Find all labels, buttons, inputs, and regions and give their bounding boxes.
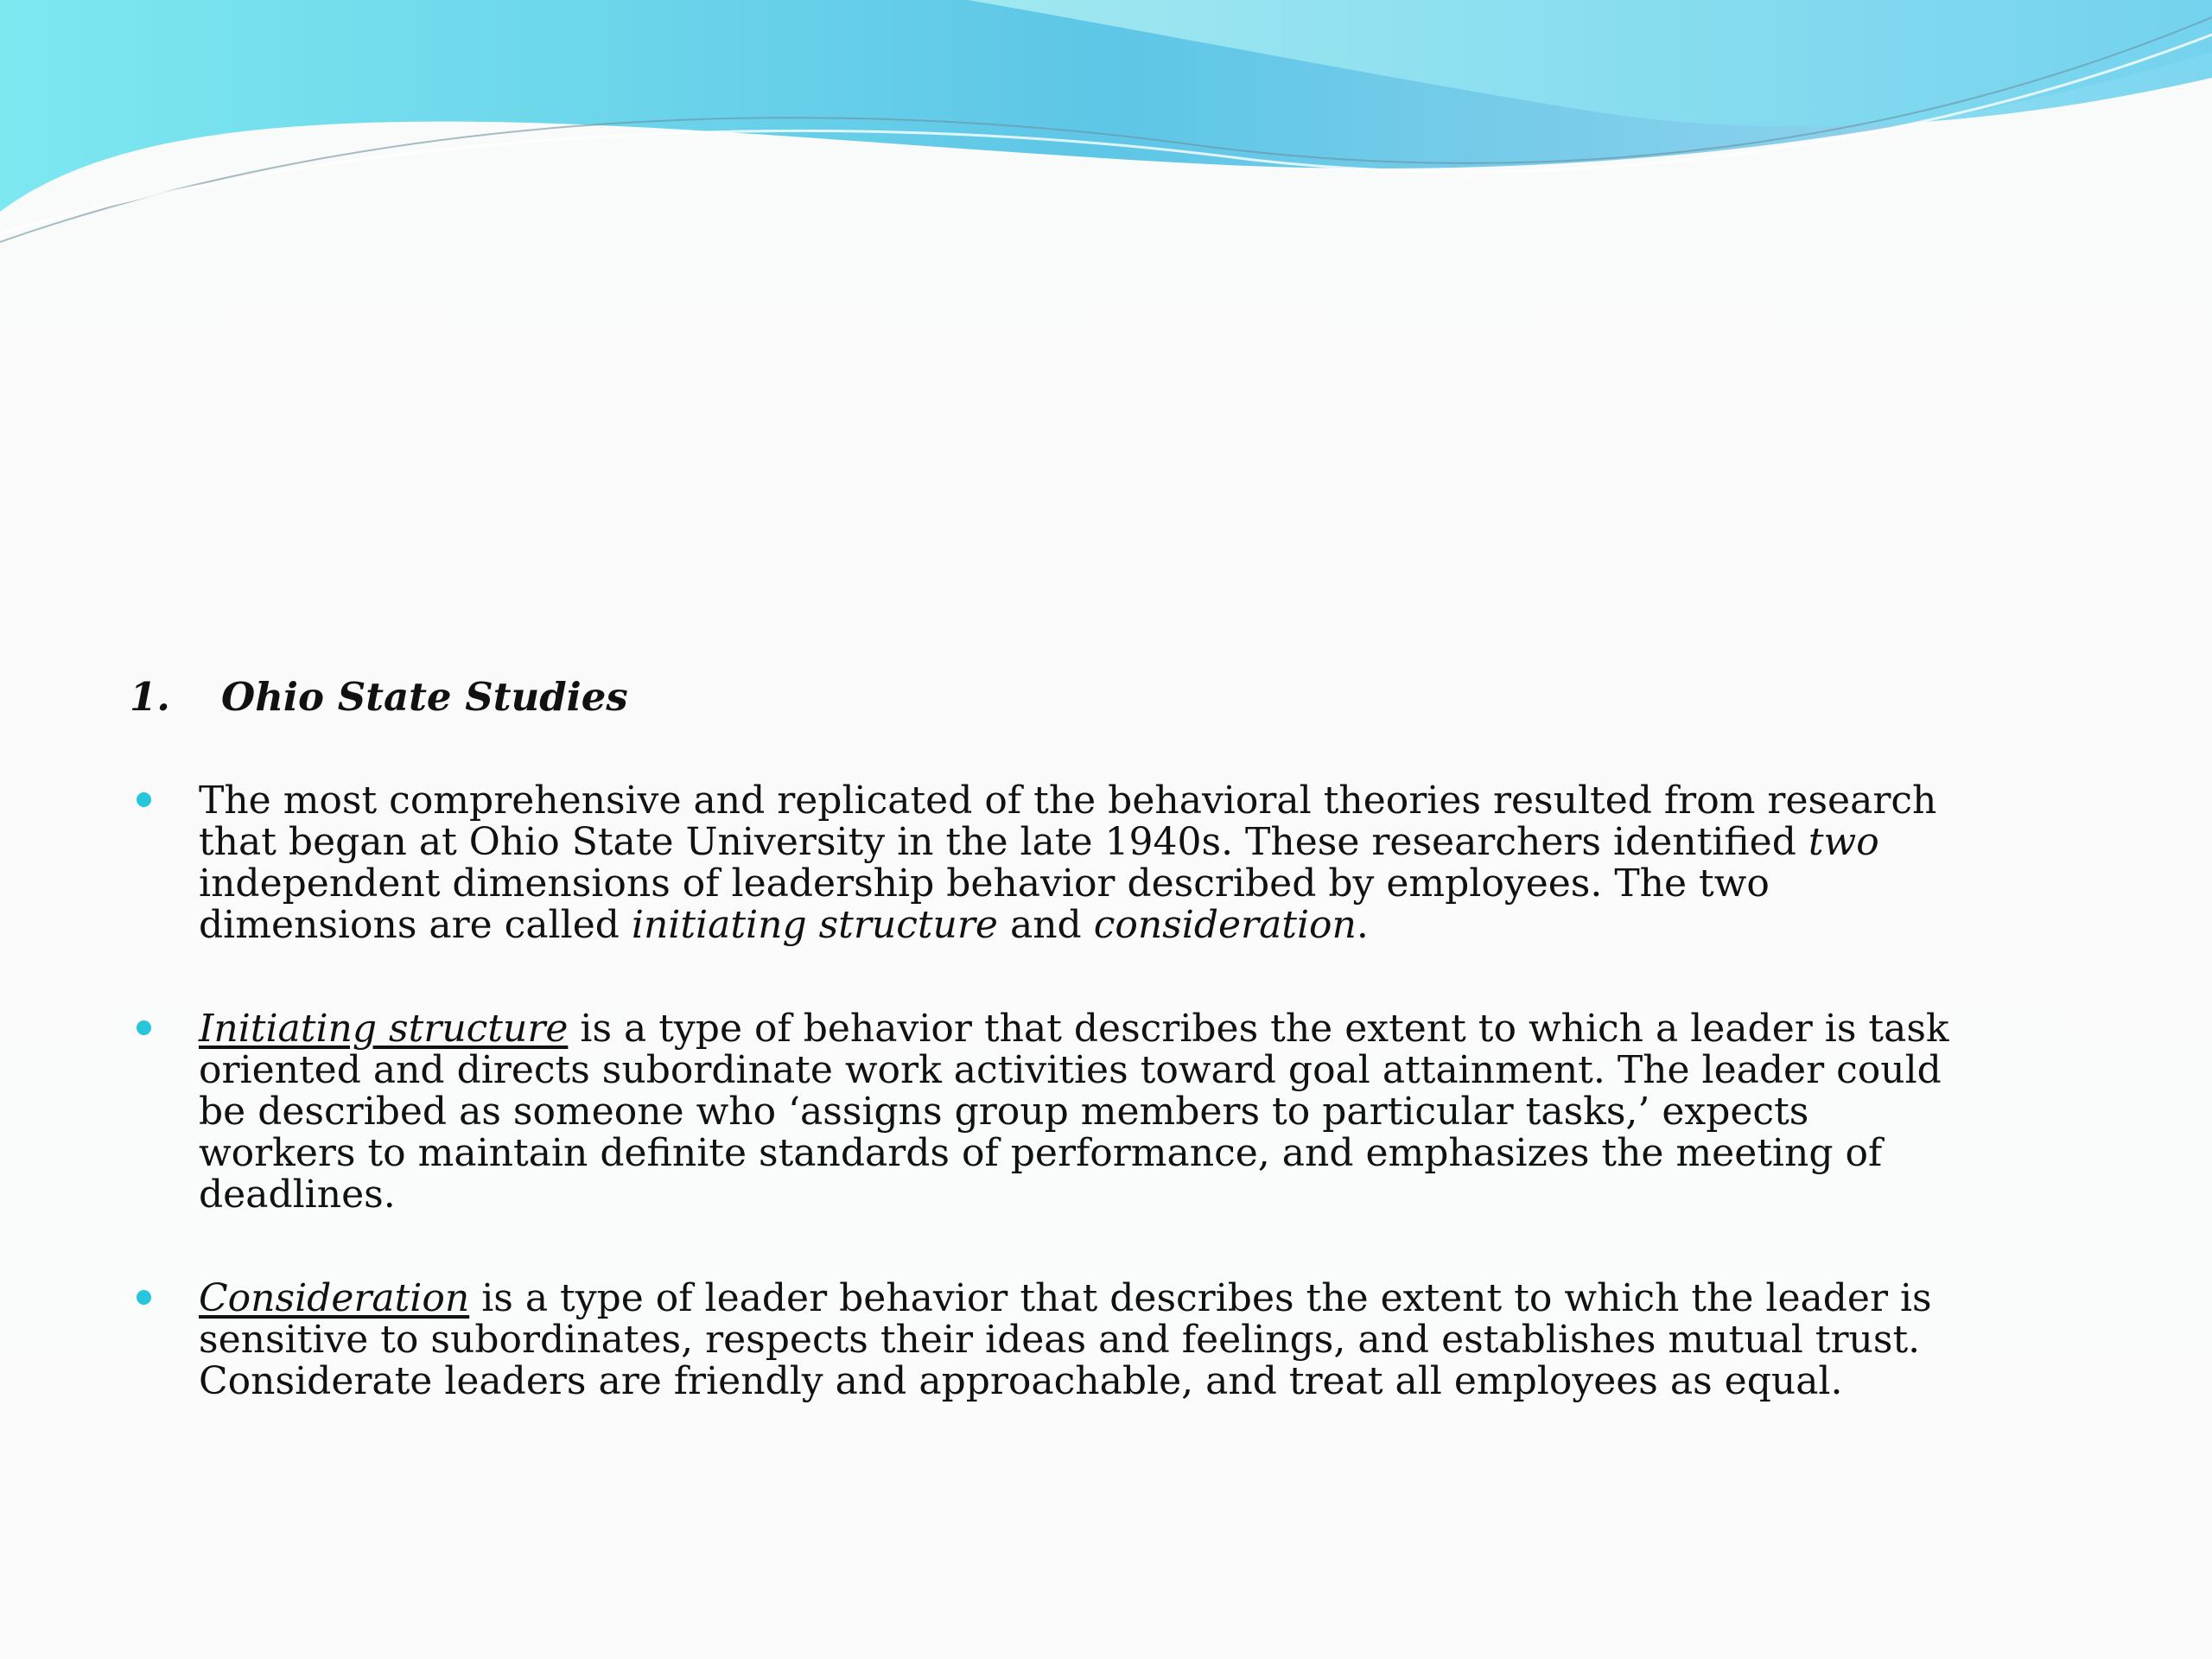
section-heading — [130, 674, 1961, 720]
bullet-text: is a type of behavior that describes the extent to which a leader is task oriented and directs subordinate work activities toward goal attainment. The leader could be described as someone who ‘assigns group members to particular tasks,’ expects workers to maintain definite standards of performance, and emphasizes the meeting of deadlines. — [199, 1007, 1949, 1217]
bullet-list — [130, 780, 1961, 1402]
bullet-dot-icon — [137, 1020, 151, 1035]
bullet-text: and — [997, 903, 1094, 947]
emphasis-consideration: consideration — [1093, 903, 1357, 947]
emphasis-two: two — [1808, 820, 1879, 864]
bullet-item — [130, 1278, 1961, 1402]
heading-title: Ohio State Studies — [221, 674, 628, 720]
bullet-text: The most comprehensive and replicated of the behavioral theories resulted from research that began at Ohio State University in the late 1940s. These researchers identified — [199, 779, 1937, 864]
heading-number: 1. — [130, 674, 170, 720]
bullet-text: independent dimensions of leadership behavior described by employees. The two dimensions are called — [199, 861, 1770, 947]
bullet-dot-icon — [137, 792, 151, 807]
term-consideration: Consideration — [199, 1276, 470, 1320]
bullet-item — [130, 1008, 1961, 1216]
bullet-item — [130, 780, 1961, 946]
slide-content — [130, 674, 1961, 1465]
term-initiating-structure: Initiating structure — [199, 1007, 569, 1051]
bullet-text: . — [1356, 903, 1369, 947]
header-wave-decoration — [0, 0, 2212, 259]
bullet-dot-icon — [137, 1290, 151, 1305]
bullet-text: is a type of leader behavior that describes the extent to which the leader is sensitive to subordinates, respects their ideas and feelings, and establishes mutual trust. Considerate leaders are friendly and approachable, and treat all employees as equal. — [199, 1276, 1932, 1403]
emphasis-initiating-structure: initiating structure — [631, 903, 998, 947]
